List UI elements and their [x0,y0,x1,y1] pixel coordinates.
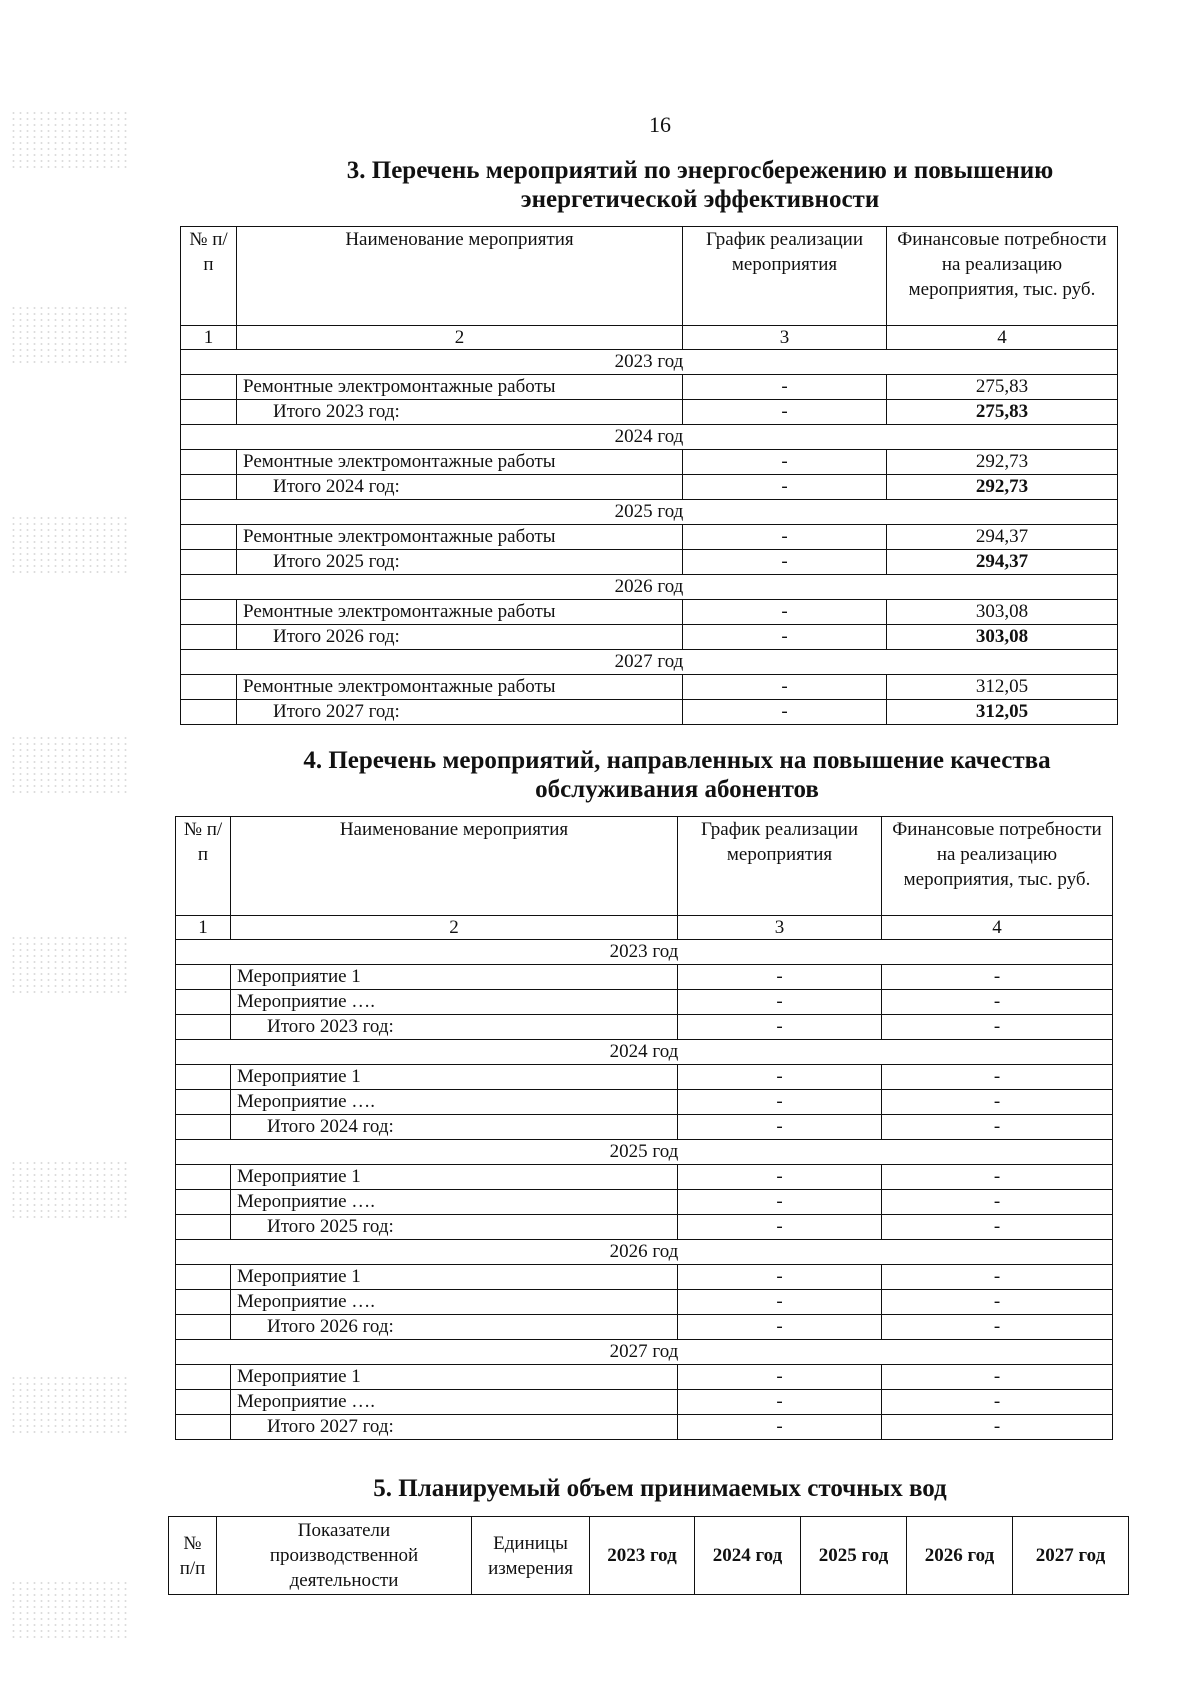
total-label: Итого 2024 год: [237,475,683,500]
header-year-2025: 2025 год [801,1517,907,1595]
row-name: Мероприятие …. [231,1190,678,1215]
row-num [176,1015,231,1040]
header-schedule: График реализации мероприятия [683,227,887,326]
table-row [181,375,1118,400]
row-num [181,375,237,400]
row-num [176,1265,231,1290]
row-amount: - [882,1165,1113,1190]
total-amount: - [882,1415,1113,1440]
year-label: 2026 год [181,575,1118,600]
table-row [181,675,1118,700]
year-label: 2026 год [176,1240,1113,1265]
header-finance: Финансовые потребности на реализацию мероприятия, тыс. руб. [882,817,1113,916]
scan-noise [10,515,130,575]
total-label: Итого 2023 год: [237,400,683,425]
row-num [176,965,231,990]
total-row [181,475,1118,500]
row-num [181,475,237,500]
header-num: № п/п [181,227,237,326]
row-amount: - [882,965,1113,990]
row-amount: 292,73 [887,450,1118,475]
row-schedule: - [678,1090,882,1115]
col-number: 1 [181,326,237,350]
scan-noise [10,1160,130,1220]
col-number: 2 [237,326,683,350]
col-number: 3 [678,916,882,940]
customer-service-table [175,816,1113,1440]
total-schedule: - [678,1415,882,1440]
row-num [181,400,237,425]
energy-saving-table [180,226,1118,725]
row-schedule: - [683,600,887,625]
row-name: Мероприятие 1 [231,1065,678,1090]
year-row [176,1240,1113,1265]
table-row [181,450,1118,475]
year-row [181,650,1118,675]
year-label: 2023 год [181,350,1118,375]
row-name: Ремонтные электромонтажные работы [237,600,683,625]
total-row [176,1115,1113,1140]
section-3-title-line1: 3. Перечень мероприятий по энергосбережению и повышению [346,157,1054,184]
scan-noise [10,935,130,995]
total-label: Итого 2027 год: [231,1415,678,1440]
header-year-2024: 2024 год [695,1517,801,1595]
row-amount: - [882,990,1113,1015]
header-name: Наименование мероприятия [237,227,683,326]
column-number-row [176,916,1113,940]
total-row [181,625,1118,650]
year-row [176,1040,1113,1065]
total-row [181,400,1118,425]
table-row [181,600,1118,625]
year-label: 2027 год [176,1340,1113,1365]
year-row [181,575,1118,600]
year-label: 2025 год [181,500,1118,525]
row-schedule: - [678,1265,882,1290]
col-number: 2 [231,916,678,940]
row-schedule: - [683,375,887,400]
total-schedule: - [683,400,887,425]
row-num [181,600,237,625]
section-3-title-line2: энергетической эффективности [520,186,880,213]
row-schedule: - [683,525,887,550]
header-num: № п/п [176,817,231,916]
row-schedule: - [678,1365,882,1390]
total-schedule: - [683,700,887,725]
total-schedule: - [678,1115,882,1140]
total-amount: - [882,1215,1113,1240]
row-amount: 303,08 [887,600,1118,625]
section-3-title [300,156,1100,214]
section-4-title-line2: обслуживания абонентов [535,776,819,803]
row-schedule: - [678,1290,882,1315]
row-amount: - [882,1365,1113,1390]
total-row [181,550,1118,575]
total-row [176,1015,1113,1040]
table-row [176,1290,1113,1315]
row-num [176,1390,231,1415]
total-schedule: - [683,625,887,650]
row-name: Мероприятие …. [231,990,678,1015]
year-row [176,1140,1113,1165]
year-label: 2024 год [181,425,1118,450]
row-amount: 275,83 [887,375,1118,400]
row-amount: 294,37 [887,525,1118,550]
total-label: Итого 2026 год: [237,625,683,650]
table-row [176,1390,1113,1415]
wastewater-volume-table [168,1516,1129,1595]
total-label: Итого 2027 год: [237,700,683,725]
total-amount: - [882,1115,1113,1140]
year-label: 2025 год [176,1140,1113,1165]
row-num [176,1415,231,1440]
row-name: Мероприятие …. [231,1290,678,1315]
row-schedule: - [678,1390,882,1415]
total-amount: - [882,1015,1113,1040]
scan-noise [10,305,130,365]
column-number-row [181,326,1118,350]
total-amount: 292,73 [887,475,1118,500]
total-amount: 312,05 [887,700,1118,725]
row-num [176,1065,231,1090]
row-num [181,675,237,700]
row-schedule: - [683,675,887,700]
row-name: Мероприятие 1 [231,1265,678,1290]
row-num [181,700,237,725]
row-num [176,990,231,1015]
row-name: Мероприятие 1 [231,965,678,990]
header-year-2023: 2023 год [590,1517,695,1595]
total-schedule: - [683,550,887,575]
table-row [176,1190,1113,1215]
year-label: 2027 год [181,650,1118,675]
year-row [181,350,1118,375]
year-row [176,940,1113,965]
table-row [181,525,1118,550]
row-schedule: - [678,1190,882,1215]
table-header-row [169,1517,1129,1595]
total-schedule: - [678,1215,882,1240]
row-schedule: - [678,1065,882,1090]
total-row [176,1315,1113,1340]
year-row [181,500,1118,525]
row-schedule: - [683,450,887,475]
section-4-title-line1: 4. Перечень мероприятий, направленных на повышение качества [303,747,1051,774]
row-schedule: - [678,1165,882,1190]
total-amount: 303,08 [887,625,1118,650]
year-label: 2024 год [176,1040,1113,1065]
year-row [176,1340,1113,1365]
row-amount: - [882,1090,1113,1115]
section-5-title: 5. Планируемый объем принимаемых сточных вод [373,1475,947,1502]
row-amount: - [882,1190,1113,1215]
total-schedule: - [678,1015,882,1040]
header-year-2027: 2027 год [1013,1517,1129,1595]
row-num [176,1365,231,1390]
row-name: Мероприятие 1 [231,1165,678,1190]
row-amount: - [882,1390,1113,1415]
row-num [181,625,237,650]
total-amount: 294,37 [887,550,1118,575]
total-schedule: - [678,1315,882,1340]
header-num: № п/п [169,1517,217,1595]
total-row [181,700,1118,725]
row-amount: - [882,1290,1113,1315]
row-amount: - [882,1065,1113,1090]
total-label: Итого 2023 год: [231,1015,678,1040]
col-number: 1 [176,916,231,940]
row-name: Ремонтные электромонтажные работы [237,375,683,400]
row-schedule: - [678,990,882,1015]
row-amount: - [882,1265,1113,1290]
total-schedule: - [683,475,887,500]
row-num [176,1115,231,1140]
col-number: 4 [882,916,1113,940]
row-num [176,1165,231,1190]
row-name: Мероприятие 1 [231,1365,678,1390]
col-number: 4 [887,326,1118,350]
row-name: Ремонтные электромонтажные работы [237,450,683,475]
row-name: Ремонтные электромонтажные работы [237,675,683,700]
table-row [176,990,1113,1015]
col-number: 3 [683,326,887,350]
row-num [176,1215,231,1240]
header-name: Наименование мероприятия [231,817,678,916]
total-row [176,1215,1113,1240]
total-amount: 275,83 [887,400,1118,425]
table-header-row [176,817,1113,916]
row-name: Мероприятие …. [231,1090,678,1115]
table-row [176,1165,1113,1190]
table-row [176,965,1113,990]
year-row [181,425,1118,450]
total-row [176,1415,1113,1440]
row-num [176,1190,231,1215]
table-row [176,1365,1113,1390]
total-amount: - [882,1315,1113,1340]
total-label: Итого 2025 год: [237,550,683,575]
row-num [181,450,237,475]
row-num [176,1290,231,1315]
table-row [176,1065,1113,1090]
row-name: Мероприятие …. [231,1390,678,1415]
row-name: Ремонтные электромонтажные работы [237,525,683,550]
row-num [181,550,237,575]
row-num [176,1090,231,1115]
header-schedule: График реализации мероприятия [678,817,882,916]
total-label: Итого 2024 год: [231,1115,678,1140]
table-row [176,1265,1113,1290]
total-label: Итого 2025 год: [231,1215,678,1240]
header-indicators: Показатели производственной деятельности [217,1517,472,1595]
header-units: Единицы измерения [472,1517,590,1595]
page-number: 16 [649,112,671,137]
section-4-title [262,746,1092,804]
scan-noise [10,1375,130,1435]
table-header-row [181,227,1118,326]
row-amount: 312,05 [887,675,1118,700]
total-label: Итого 2026 год: [231,1315,678,1340]
scan-noise [10,1580,130,1640]
header-finance: Финансовые потребности на реализацию мероприятия, тыс. руб. [887,227,1118,326]
row-num [176,1315,231,1340]
row-schedule: - [678,965,882,990]
row-num [181,525,237,550]
year-label: 2023 год [176,940,1113,965]
scan-noise [10,735,130,795]
table-row [176,1090,1113,1115]
header-year-2026: 2026 год [907,1517,1013,1595]
